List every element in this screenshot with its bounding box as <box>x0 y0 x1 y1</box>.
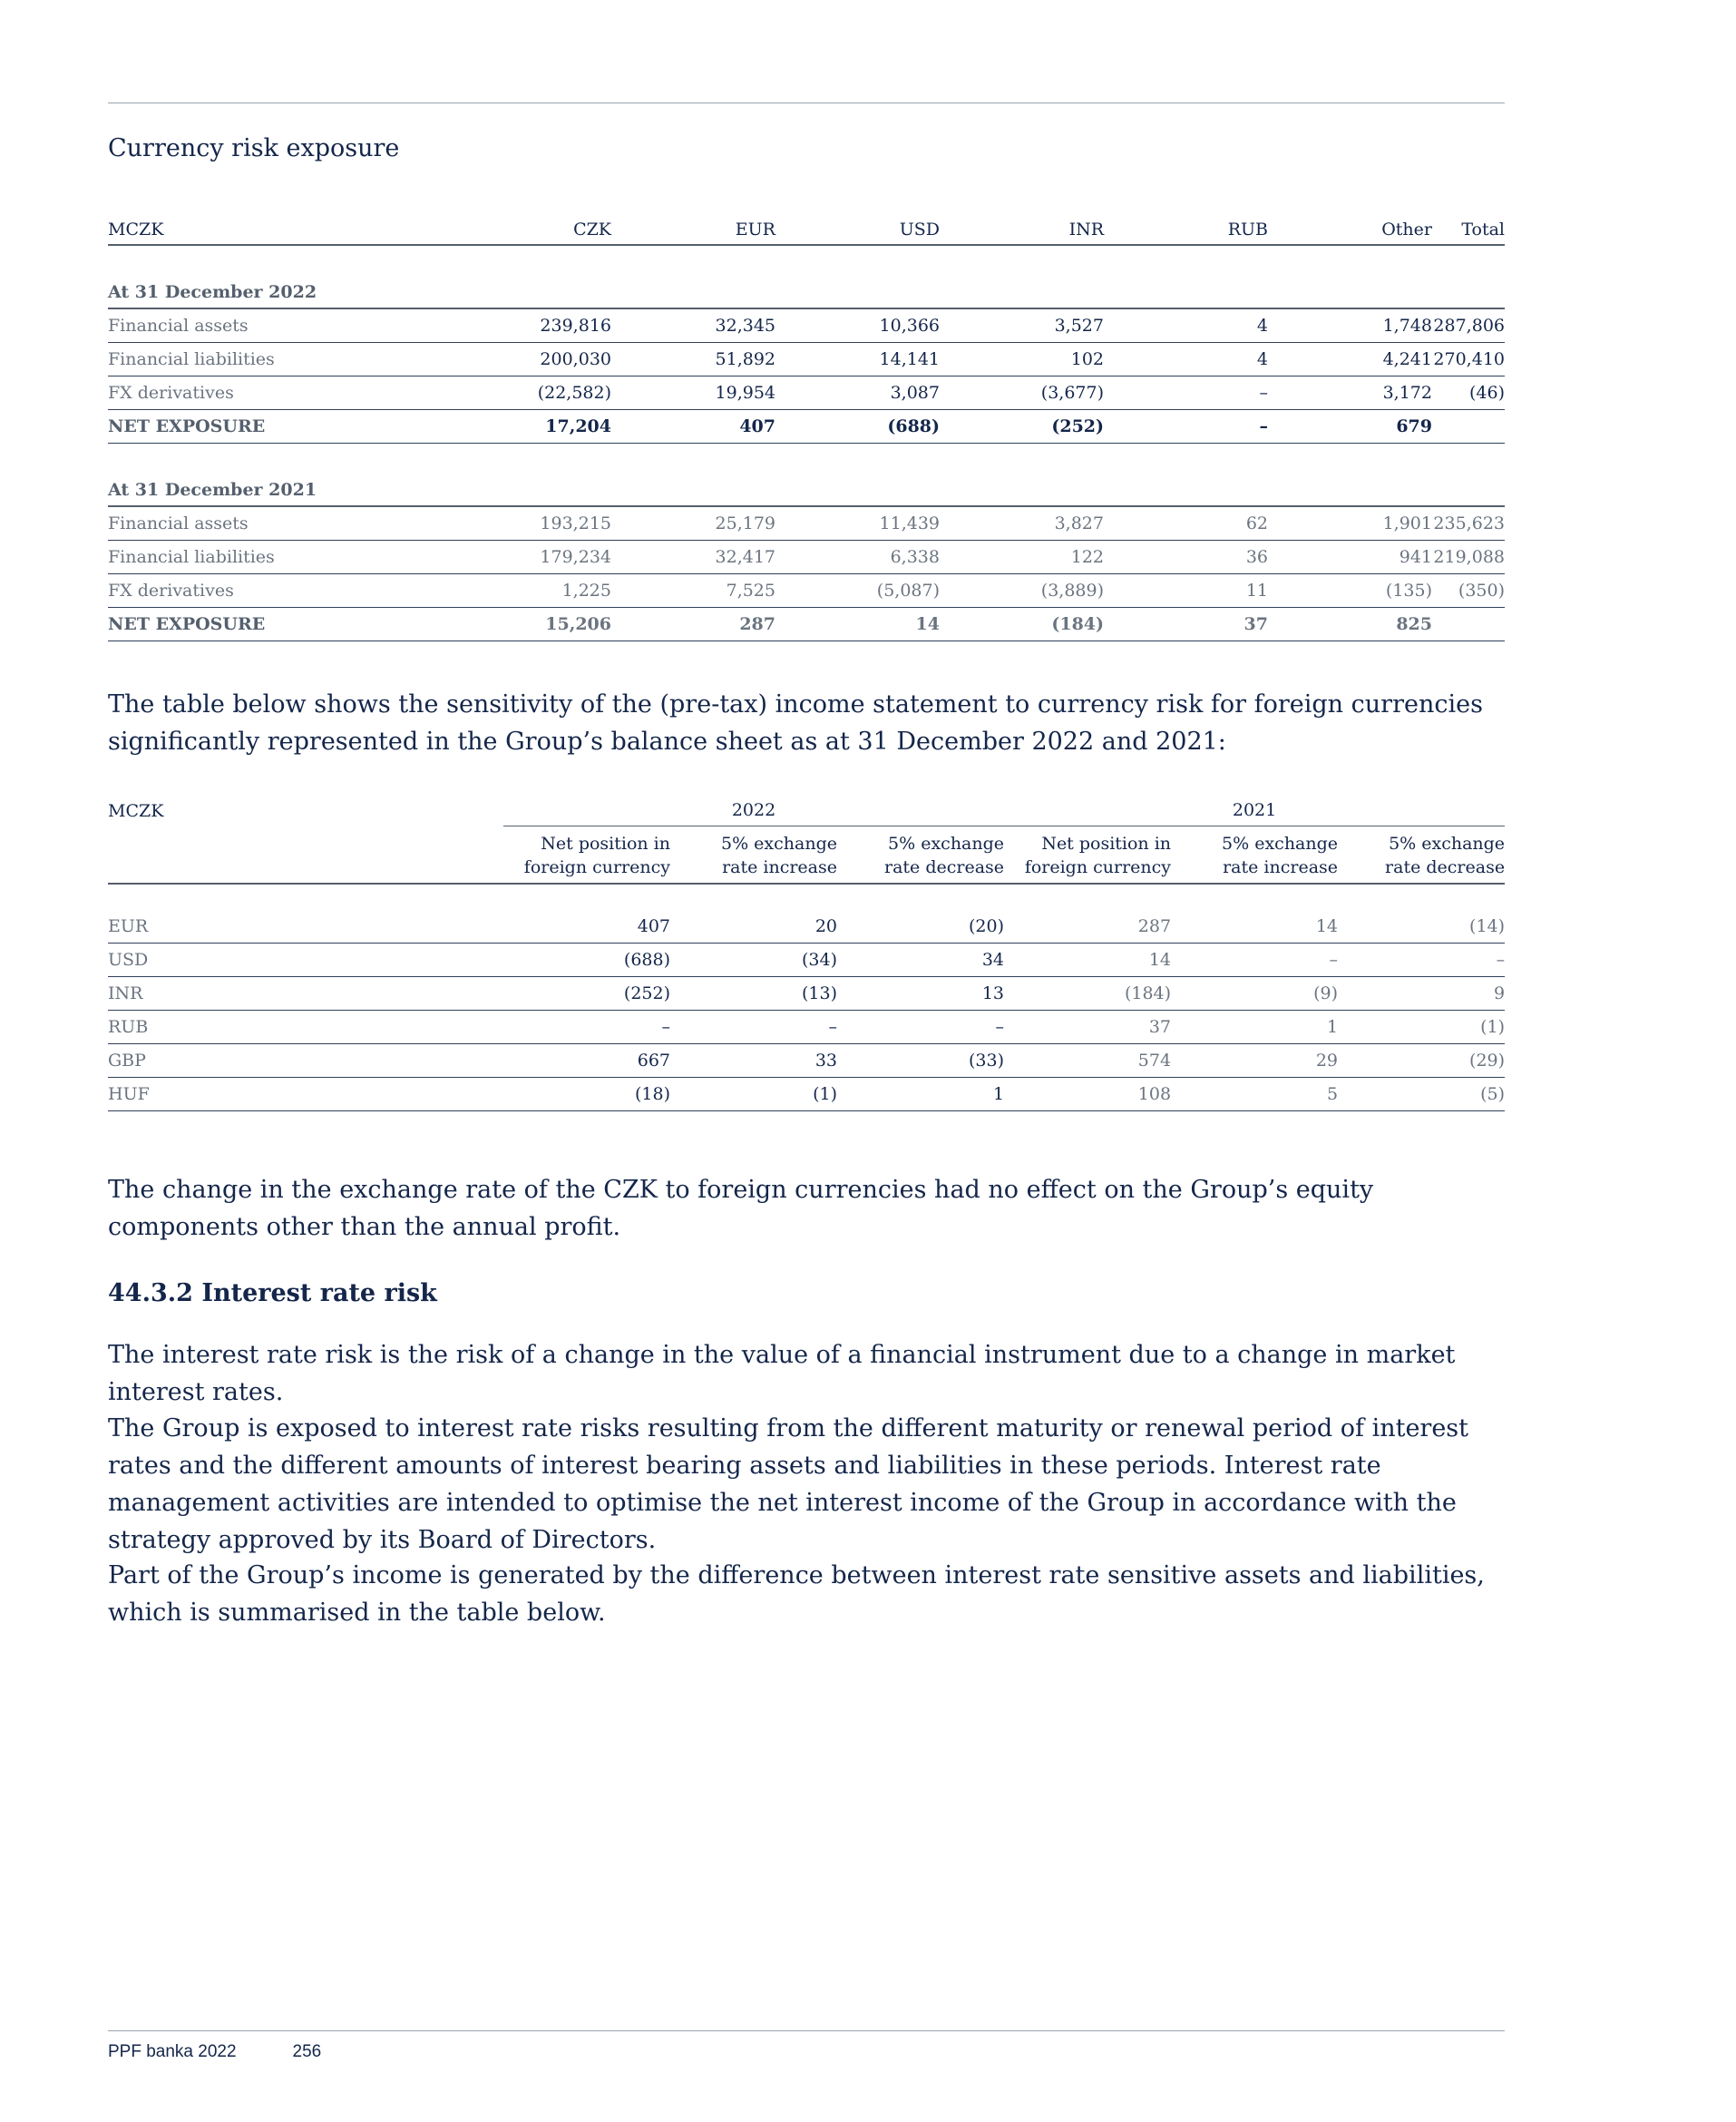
table-cell: 3,172 <box>1268 376 1432 410</box>
table-cell: 1,748 <box>1268 308 1432 343</box>
table-row <box>108 506 1505 541</box>
col-header-line: rate decrease <box>884 857 1005 877</box>
table-cell: 122 <box>940 541 1104 574</box>
col-header <box>837 826 1004 885</box>
table-cell: (29) <box>1338 1044 1505 1078</box>
table-cell: 407 <box>611 410 775 444</box>
interest-paragraph-1: The interest rate risk is the risk of a change in the value of a financial instrument due to a change in market interest rates. <box>108 1341 1456 1406</box>
table-row <box>108 977 1505 1011</box>
table-cell: 19,954 <box>611 376 775 410</box>
table-cell: 14,141 <box>775 343 940 376</box>
group-title-row <box>108 469 1505 506</box>
table-cell: 287 <box>1004 910 1171 944</box>
interest-rate-heading: 44.3.2 Interest rate risk <box>108 1279 437 1307</box>
col-header-line: foreign currency <box>523 857 670 877</box>
table-cell: 239,816 <box>448 308 611 343</box>
table-cell: 3,527 <box>940 308 1104 343</box>
interest-paragraph-3: Part of the Group’s income is generated by the difference between interest rate sensitive assets and liabilities, which is summarised in the table below. <box>108 1561 1485 1627</box>
col-header: MCZK <box>108 207 448 245</box>
table-cell: 11 <box>1104 574 1268 608</box>
table-cell: (46) <box>1432 376 1505 410</box>
col-header <box>503 826 670 885</box>
table-cell: 25,179 <box>611 506 775 541</box>
table-cell: 270,410 <box>1432 343 1505 376</box>
table-cell: 219,088 <box>1432 541 1505 574</box>
table-cell: 34 <box>837 944 1004 977</box>
currency-exposure-table <box>108 207 1505 641</box>
table-cell: 200,030 <box>448 343 611 376</box>
table-row <box>108 1044 1505 1078</box>
year-2021: 2021 <box>1004 793 1505 826</box>
year-header-row <box>108 793 1505 826</box>
table-cell: 17,204 <box>448 410 611 444</box>
table-cell: – <box>1104 410 1268 444</box>
table-cell: (252) <box>503 977 670 1011</box>
row-label: Financial liabilities <box>108 343 448 376</box>
col-header-line: rate decrease <box>1385 857 1506 877</box>
table-cell: 15,206 <box>448 608 611 641</box>
col-header: Other <box>1268 207 1432 245</box>
group-title: At 31 December 2021 <box>108 469 1505 506</box>
table-cell: 4 <box>1104 343 1268 376</box>
table-cell: 32,417 <box>611 541 775 574</box>
table-cell: 3,827 <box>940 506 1104 541</box>
table-cell: (14) <box>1338 910 1505 944</box>
row-label: FX derivatives <box>108 574 448 608</box>
col-header-line: 5% exchange <box>721 834 837 854</box>
table-cell: 7,525 <box>611 574 775 608</box>
table-cell: (34) <box>670 944 837 977</box>
table-cell: 20 <box>670 910 837 944</box>
col-header: INR <box>940 207 1104 245</box>
col-header-line: rate increase <box>722 857 837 877</box>
table-cell: 6,338 <box>775 541 940 574</box>
table-cell: 1 <box>837 1078 1004 1111</box>
table-cell: 679 <box>1268 410 1432 444</box>
table-cell: 193,215 <box>448 506 611 541</box>
table-cell: 62 <box>1104 506 1268 541</box>
table-cell: 36 <box>1104 541 1268 574</box>
table-cell: 33 <box>670 1044 837 1078</box>
table-row <box>108 1011 1505 1044</box>
col-header <box>670 826 837 885</box>
col-header: USD <box>775 207 940 245</box>
col-header-line: rate increase <box>1223 857 1339 877</box>
table-cell: 9 <box>1338 977 1505 1011</box>
table-cell: 14 <box>1171 910 1338 944</box>
section-title: Currency risk exposure <box>108 134 400 162</box>
bottom-rule <box>108 2030 1505 2031</box>
col-header-line: 5% exchange <box>888 834 1005 854</box>
row-label: NET EXPOSURE <box>108 608 448 641</box>
table-cell: 1 <box>1171 1011 1338 1044</box>
table-cell: 941 <box>1268 541 1432 574</box>
table-cell: (350) <box>1432 574 1505 608</box>
table-cell: 235,623 <box>1432 506 1505 541</box>
table-cell: – <box>1171 944 1338 977</box>
table-cell: 108 <box>1004 1078 1171 1111</box>
table-cell <box>1432 608 1505 641</box>
table-cell: 5 <box>1171 1078 1338 1111</box>
col-header <box>1338 826 1505 885</box>
table-cell: 11,439 <box>775 506 940 541</box>
table-row <box>108 343 1505 376</box>
table-cell: 14 <box>775 608 940 641</box>
table-cell: – <box>837 1011 1004 1044</box>
interest-paragraph-2: The Group is exposed to interest rate risks resulting from the different maturity or renewal period of interest rates and the different amounts of interest bearing assets and liabilities in these periods. Interest rate management activities are intended to optimise the net interest income of the Group in accordance with the strategy approved by its Board of Directors. <box>108 1414 1469 1554</box>
table-cell: – <box>670 1011 837 1044</box>
table-row <box>108 376 1505 410</box>
table-cell: – <box>503 1011 670 1044</box>
table-row <box>108 944 1505 977</box>
col-header-line: 5% exchange <box>1222 834 1339 854</box>
table-cell: (3,889) <box>940 574 1104 608</box>
col-header-line: foreign currency <box>1024 857 1172 877</box>
table-cell: 825 <box>1268 608 1432 641</box>
table-cell: (135) <box>1268 574 1432 608</box>
table-cell: 1,901 <box>1268 506 1432 541</box>
table-cell: (3,677) <box>940 376 1104 410</box>
equity-note: The change in the exchange rate of the CZK to foreign currencies had no effect on the Group’s equity components other than the annual profit. <box>108 1176 1374 1241</box>
corner-label: MCZK <box>108 800 164 821</box>
table-cell: 14 <box>1004 944 1171 977</box>
col-header: Total <box>1432 207 1505 245</box>
table-cell: 407 <box>503 910 670 944</box>
sensitivity-column-headers <box>108 826 1505 885</box>
table-row <box>108 910 1505 944</box>
table-cell: 179,234 <box>448 541 611 574</box>
table-cell: (688) <box>503 944 670 977</box>
table-cell: (33) <box>837 1044 1004 1078</box>
table-cell: 667 <box>503 1044 670 1078</box>
row-label: Financial assets <box>108 308 448 343</box>
row-label: NET EXPOSURE <box>108 410 448 444</box>
row-label: RUB <box>108 1011 503 1044</box>
spacer-row <box>108 444 1505 470</box>
row-label: HUF <box>108 1078 503 1111</box>
table-cell: (184) <box>1004 977 1171 1011</box>
spacer-row <box>108 245 1505 271</box>
table-row <box>108 608 1505 641</box>
table-cell: (20) <box>837 910 1004 944</box>
table-cell: 102 <box>940 343 1104 376</box>
exposure-header-row <box>108 207 1505 245</box>
table-cell: 1,225 <box>448 574 611 608</box>
table-cell: (184) <box>940 608 1104 641</box>
col-header: CZK <box>448 207 611 245</box>
col-header <box>1171 826 1338 885</box>
row-label: Financial assets <box>108 506 448 541</box>
row-label: GBP <box>108 1044 503 1078</box>
table-cell: (9) <box>1171 977 1338 1011</box>
year-2022: 2022 <box>503 793 1004 826</box>
table-cell <box>1432 410 1505 444</box>
footer <box>108 2042 321 2062</box>
col-header: EUR <box>611 207 775 245</box>
row-label: Financial liabilities <box>108 541 448 574</box>
table-cell: – <box>1104 376 1268 410</box>
table-cell: (13) <box>670 977 837 1011</box>
footer-publication: PPF banka 2022 <box>108 2042 237 2061</box>
table-cell: 4,241 <box>1268 343 1432 376</box>
table-cell: 37 <box>1104 608 1268 641</box>
col-header-line: 5% exchange <box>1389 834 1506 854</box>
table-cell: (252) <box>940 410 1104 444</box>
table-cell: 10,366 <box>775 308 940 343</box>
col-header: RUB <box>1104 207 1268 245</box>
table-cell: (1) <box>670 1078 837 1111</box>
col-header <box>1004 826 1171 885</box>
table-cell: 32,345 <box>611 308 775 343</box>
row-label: INR <box>108 977 503 1011</box>
table-row <box>108 410 1505 444</box>
table-row <box>108 308 1505 343</box>
table-cell: (22,582) <box>448 376 611 410</box>
table-cell: 51,892 <box>611 343 775 376</box>
group-title-row <box>108 271 1505 308</box>
page-number: 256 <box>292 2042 322 2061</box>
table-cell: (5,087) <box>775 574 940 608</box>
table-cell: 37 <box>1004 1011 1171 1044</box>
sensitivity-intro: The table below shows the sensitivity of the (pre-tax) income statement to currency risk for foreign currencies significantly represented in the Group’s balance sheet as at 31 December 2022 and 2021: <box>108 690 1483 756</box>
table-cell: 287,806 <box>1432 308 1505 343</box>
table-row <box>108 541 1505 574</box>
col-header-line: Net position in <box>541 834 670 854</box>
table-row <box>108 574 1505 608</box>
table-cell: 13 <box>837 977 1004 1011</box>
table-cell: 29 <box>1171 1044 1338 1078</box>
row-label: USD <box>108 944 503 977</box>
col-header-line: Net position in <box>1041 834 1172 854</box>
table-cell: (5) <box>1338 1078 1505 1111</box>
spacer-row <box>108 884 1505 910</box>
table-cell: 287 <box>611 608 775 641</box>
table-cell: (18) <box>503 1078 670 1111</box>
blank-header <box>108 826 503 885</box>
row-label: FX derivatives <box>108 376 448 410</box>
table-cell: 4 <box>1104 308 1268 343</box>
table-cell: – <box>1338 944 1505 977</box>
table-cell: 574 <box>1004 1044 1171 1078</box>
table-row <box>108 1078 1505 1111</box>
sensitivity-table <box>108 793 1505 1111</box>
table-cell: 3,087 <box>775 376 940 410</box>
group-title: At 31 December 2022 <box>108 271 1505 308</box>
table-cell: (1) <box>1338 1011 1505 1044</box>
row-label: EUR <box>108 910 503 944</box>
table-cell: (688) <box>775 410 940 444</box>
